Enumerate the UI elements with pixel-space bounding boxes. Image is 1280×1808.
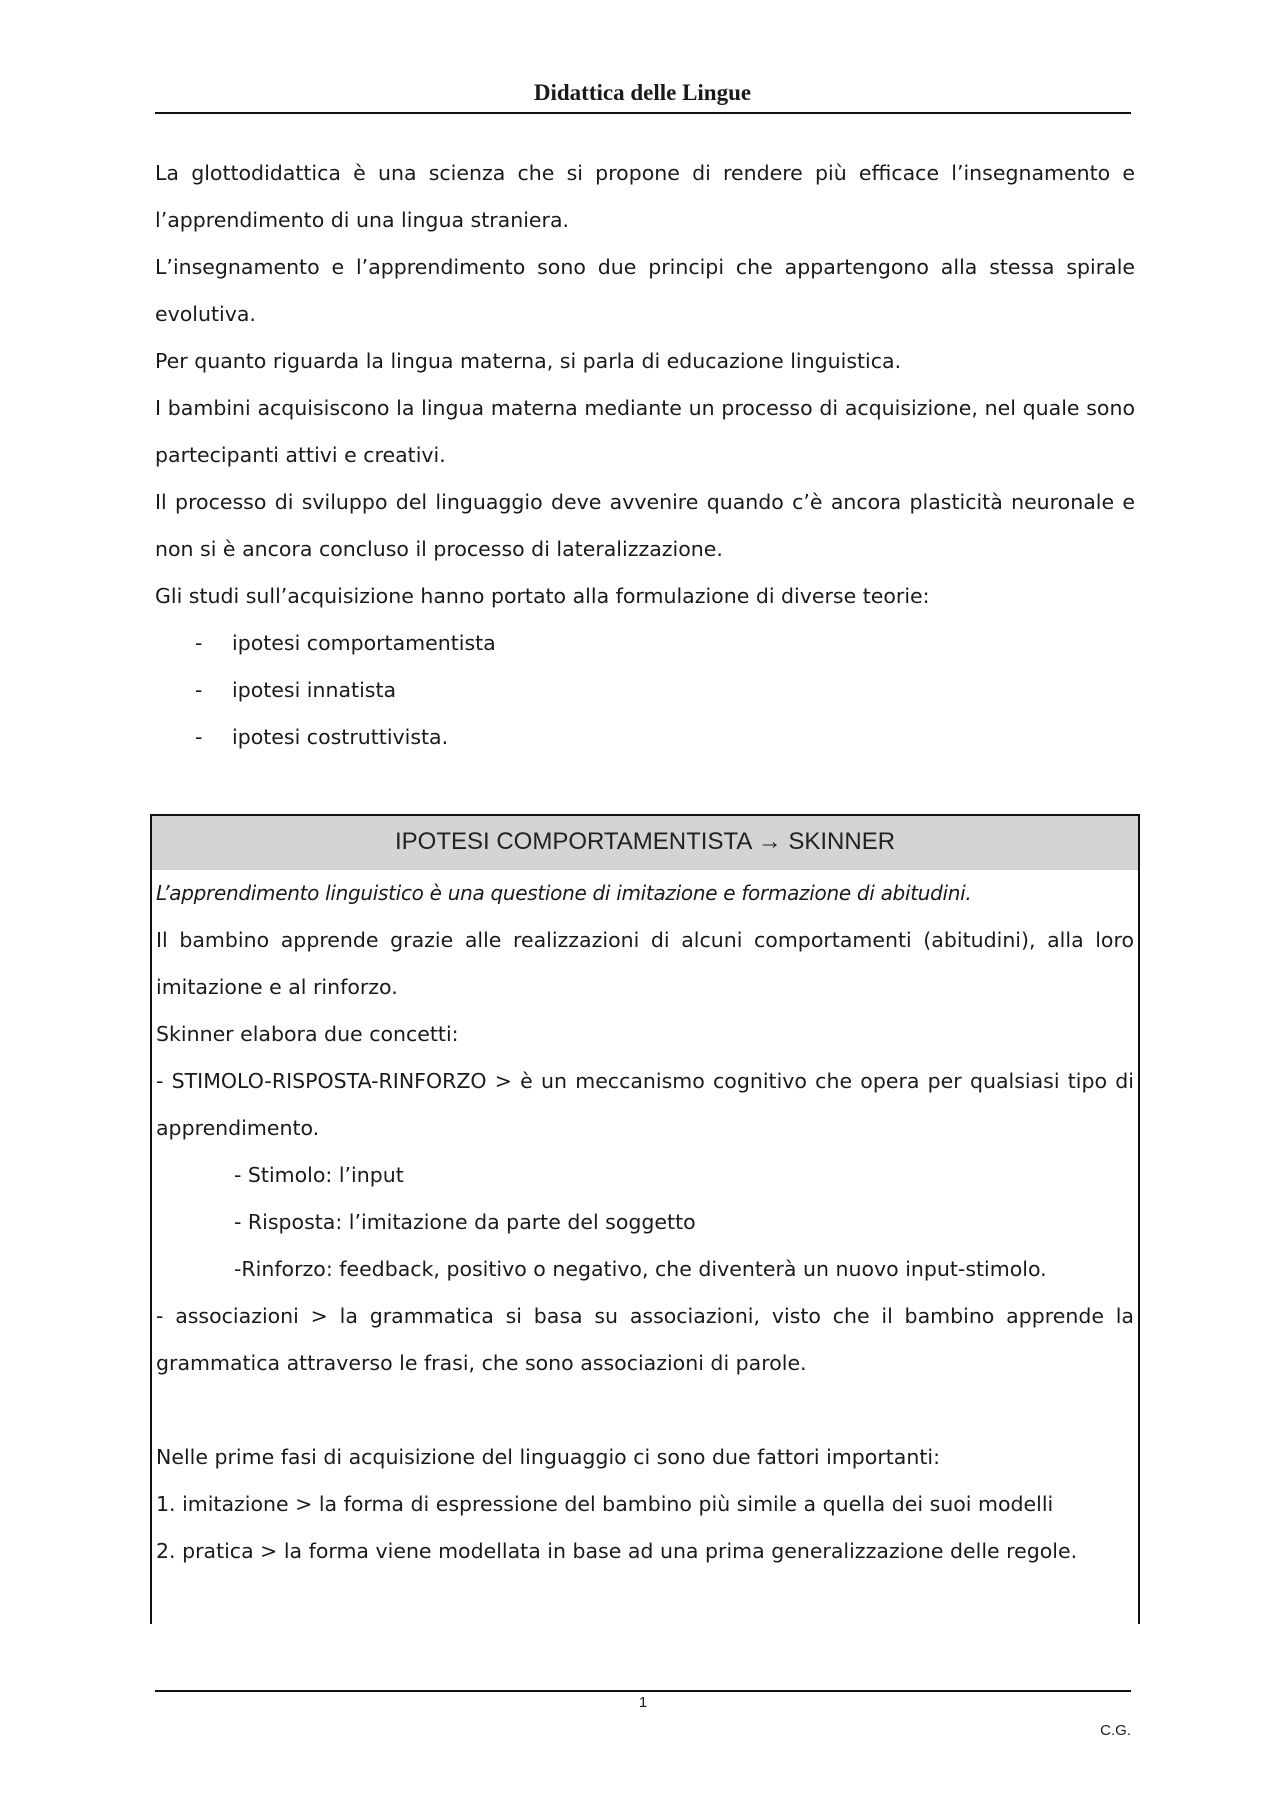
- intro-paragraph: Gli studi sull’acquisizione hanno portato alla formulazione di diverse teorie:: [155, 584, 930, 608]
- factor-item: 1. imitazione > la forma di espressione del bambino più simile a quella dei suoi modelli: [156, 1492, 1054, 1516]
- intro-paragraph: I bambini acquisiscono la lingua materna mediante un processo di acquisizione, nel quale sono partecipanti attivi e creativi.: [155, 396, 1135, 467]
- factor-item: 2. pratica > la forma viene modellata in base ad una prima generalizzazione delle regole.: [156, 1539, 1078, 1563]
- behaviorist-theory-box: [150, 814, 1140, 1624]
- page-number: 1: [638, 1694, 648, 1711]
- intro-paragraph: La glottodidattica è una scienza che si propone di rendere più efficace l’insegnamento e l’apprendimento di una lingua straniera.: [155, 161, 1135, 232]
- footer-rule: [155, 1690, 1131, 1692]
- list-item-text: ipotesi costruttivista.: [232, 725, 449, 749]
- author-initials: C.G.: [1100, 1722, 1131, 1739]
- list-item: [155, 620, 1135, 667]
- spacer: [156, 1387, 1134, 1434]
- header-rule: [155, 112, 1131, 114]
- dash-bullet: -: [195, 631, 203, 655]
- intro-paragraph: Il processo di sviluppo del linguaggio deve avvenire quando c’è ancora plasticità neuronale e non si è ancora concluso il processo di lateralizzazione.: [155, 490, 1135, 561]
- box-paragraph: Skinner elabora due concetti:: [156, 1022, 459, 1046]
- theories-list: [155, 620, 1135, 761]
- sub-item: - Stimolo: l’input: [234, 1163, 404, 1187]
- list-item-text: ipotesi innatista: [232, 678, 397, 702]
- concept-item: - associazioni > la grammatica si basa su associazioni, visto che il bambino apprende la grammatica attraverso le frasi, che sono associazioni di parole.: [156, 1304, 1134, 1375]
- intro-paragraph: L’insegnamento e l’apprendimento sono due principi che appartengono alla stessa spirale evolutiva.: [155, 255, 1135, 326]
- list-item: [155, 667, 1135, 714]
- dash-bullet: -: [195, 678, 203, 702]
- list-item-text: ipotesi comportamentista: [232, 631, 496, 655]
- dash-bullet: -: [195, 725, 203, 749]
- intro-section: [155, 150, 1135, 761]
- sub-item: - Risposta: l’imitazione da parte del soggetto: [234, 1210, 696, 1234]
- document-title: Didattica delle Lingue: [533, 80, 752, 105]
- list-item: [155, 714, 1135, 761]
- box-paragraph: Nelle prime fasi di acquisizione del linguaggio ci sono due fattori importanti:: [156, 1445, 941, 1469]
- box-paragraph: Il bambino apprende grazie alle realizzazioni di alcuni comportamenti (abitudini), alla loro imitazione e al rinforzo.: [156, 928, 1134, 999]
- box-content: [152, 870, 1138, 1575]
- intro-paragraph: Per quanto riguarda la lingua materna, si parla di educazione linguistica.: [155, 349, 902, 373]
- sub-item: -Rinforzo: feedback, positivo o negativo, che diventerà un nuovo input-stimolo.: [234, 1257, 1047, 1281]
- concept-item: - STIMOLO-RISPOSTA-RINFORZO > è un meccanismo cognitivo che opera per qualsiasi tipo di apprendimento.: [156, 1069, 1134, 1140]
- definition-text: L’apprendimento linguistico è una questione di imitazione e formazione di abitudini.: [156, 881, 972, 905]
- box-heading: IPOTESI COMPORTAMENTISTA → SKINNER: [152, 816, 1138, 870]
